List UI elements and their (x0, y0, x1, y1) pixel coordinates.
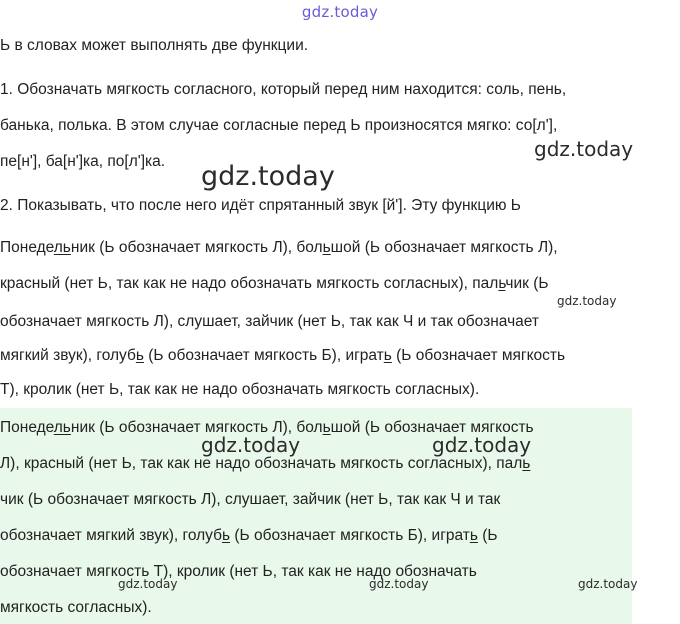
text-line: Ь в словах может выполнять две функции. (0, 37, 309, 54)
text-line: банька, полька. В этом случае согласные перед Ь произносятся мягко: со[л'], (0, 117, 558, 134)
text-line: 2. Показывать, что после него идёт спрятанный звук [й']. Эту функцию Ь (0, 197, 521, 214)
text-line: Понедельник (Ь обозначает мягкость Л), большой (Ь обозначает мягкость Л), (0, 239, 558, 256)
watermark: gdz.today (369, 577, 429, 591)
text-line: красный (нет Ь, так как не надо обозначать мягкость согласных), пальчик (Ь (0, 275, 549, 292)
text-line: мягкий звук), голубь (Ь обозначает мягкость Б), играть (Ь обозначает мягкость (0, 347, 566, 364)
watermark: gdz.today (534, 137, 634, 161)
text-line: Т), кролик (нет Ь, так как не надо обозначать мягкость согласных). (0, 381, 480, 398)
watermark: gdz.today (201, 161, 335, 192)
watermark: gdz.today (578, 577, 638, 591)
watermark: gdz.today (557, 294, 617, 308)
text-line: 1. Обозначать мягкость согласного, который перед ним находится: соль, пень, (0, 81, 567, 98)
answer-line: мягкость согласных). (0, 599, 152, 616)
answer-line: чик (Ь обозначает мягкость Л), слушает, зайчик (нет Ь, так как Ч и так (0, 491, 501, 508)
answer-line: обозначает мягкость Т), кролик (нет Ь, так как не надо обозначать (0, 563, 477, 580)
answer-box (0, 408, 632, 624)
text-line: пе[н'], ба[н']ка, по[л']ка. (0, 153, 166, 170)
answer-line: Л), красный (нет Ь, так как не надо обозначать мягкость согласных), паль (0, 455, 531, 472)
watermark: gdz.today (201, 433, 301, 457)
answer-line: обозначает мягкий звук), голубь (Ь обозначает мягкость Б), играть (Ь (0, 527, 498, 544)
watermark: gdz.today (432, 433, 532, 457)
text-line: обозначает мягкость Л), слушает, зайчик (нет Ь, так как Ч и так обозначает (0, 313, 539, 330)
answer-line: Понедельник (Ь обозначает мягкость Л), большой (Ь обозначает мягкость (0, 419, 534, 436)
watermark: gdz.today (118, 577, 178, 591)
site-logo[interactable]: gdz.today (301, 3, 379, 21)
